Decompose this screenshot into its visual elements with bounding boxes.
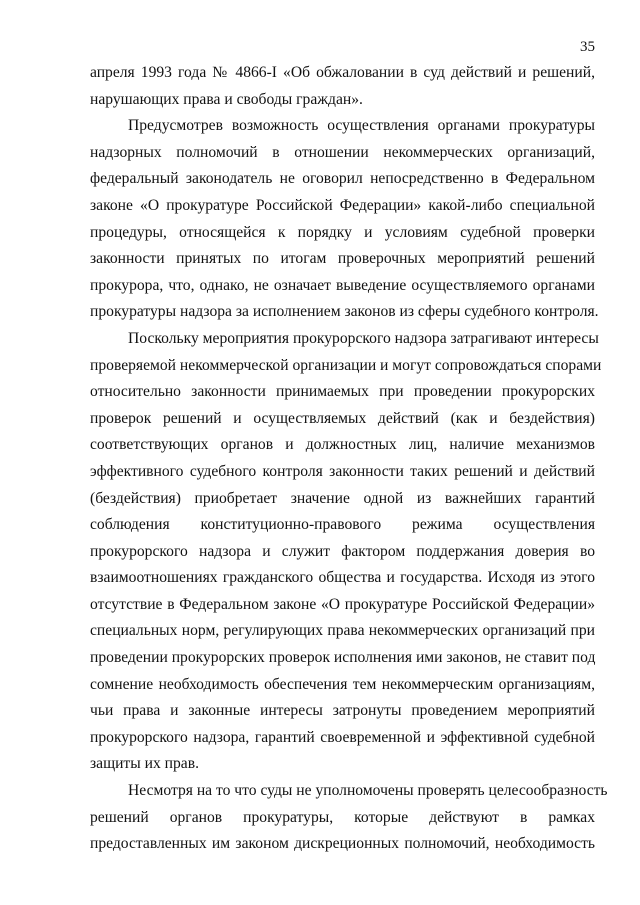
text-line: предоставленных им законом дискреционных полномочий, необходимость: [90, 835, 595, 853]
text-line: надзорных полномочий в отношении некоммерческих организаций,: [90, 143, 595, 161]
text-line: законности принятых по итогам проверочных мероприятий решений: [90, 250, 595, 268]
text-line: проведении прокурорских проверок исполнения ими законов, не ставит под: [90, 649, 596, 667]
document-body: [90, 60, 608, 858]
page-number: 35: [580, 39, 595, 55]
text-line: отсутствие в Федеральном законе «О прокуратуре Российской Федерации»: [90, 595, 595, 613]
text-line: Поскольку мероприятия прокурорского надзора затрагивают интересы: [128, 329, 599, 347]
paragraph: [90, 60, 595, 113]
text-line: чьи права и законные интересы затронуты проведением мероприятий: [90, 702, 595, 720]
text-line: Предусмотрев возможность осуществления органами прокуратуры: [128, 117, 595, 135]
text-line: прокуратуры надзора за исполнением законов из сферы судебного контроля.: [90, 303, 599, 321]
text-line: апреля 1993 года № 4866-I «Об обжаловании в суд действий и решений,: [90, 64, 595, 81]
text-line: защиты их прав.: [90, 755, 199, 773]
text-line: прокурора, что, однако, не означает выведение осуществляемого органами: [90, 276, 595, 294]
text-line: (бездействия) приобретает значение одной из важнейших гарантий: [90, 489, 595, 507]
text-line: процедуры, относящейся к порядку и условиям судебной проверки: [90, 223, 595, 241]
text-line: относительно законности принимаемых при проведении прокурорских: [90, 383, 595, 401]
text-line: проверяемой некоммерческой организации и могут сопровождаться спорами: [90, 356, 602, 374]
text-line: законе «О прокуратуре Российской Федерации» какой-либо специальной: [90, 196, 595, 214]
text-line: Несмотря на то что суды не уполномочены проверять целесообразность: [128, 782, 608, 800]
paragraph: [90, 326, 602, 778]
text-line: взаимоотношениях гражданского общества и государства. Исходя из этого: [90, 569, 595, 587]
text-line: эффективного судебного контроля законности таких решений и действий: [90, 462, 595, 480]
text-line: прокурорского надзора, гарантий своевременной и эффективной судебной: [90, 728, 595, 746]
paragraph: [90, 778, 608, 858]
text-line: специальных норм, регулирующих права некоммерческих организаций при: [90, 622, 595, 640]
paragraph: [90, 113, 599, 326]
text-line: прокурорского надзора и служит фактором поддержания доверия во: [90, 542, 595, 560]
text-line: нарушающих права и свободы граждан».: [90, 90, 363, 108]
text-line: соблюдения конституционно-правового режима осуществления: [90, 516, 595, 534]
text-line: федеральный законодатель не оговорил непосредственно в Федеральном: [90, 170, 595, 188]
text-line: соответствующих органов и должностных лиц, наличие механизмов: [90, 436, 595, 454]
text-line: сомнение необходимость обеспечения тем некоммерческим организациям,: [90, 675, 595, 693]
text-line: проверок решений и осуществляемых действий (как и бездействия): [90, 409, 595, 427]
text-line: решений органов прокуратуры, которые действуют в рамках: [90, 808, 595, 826]
